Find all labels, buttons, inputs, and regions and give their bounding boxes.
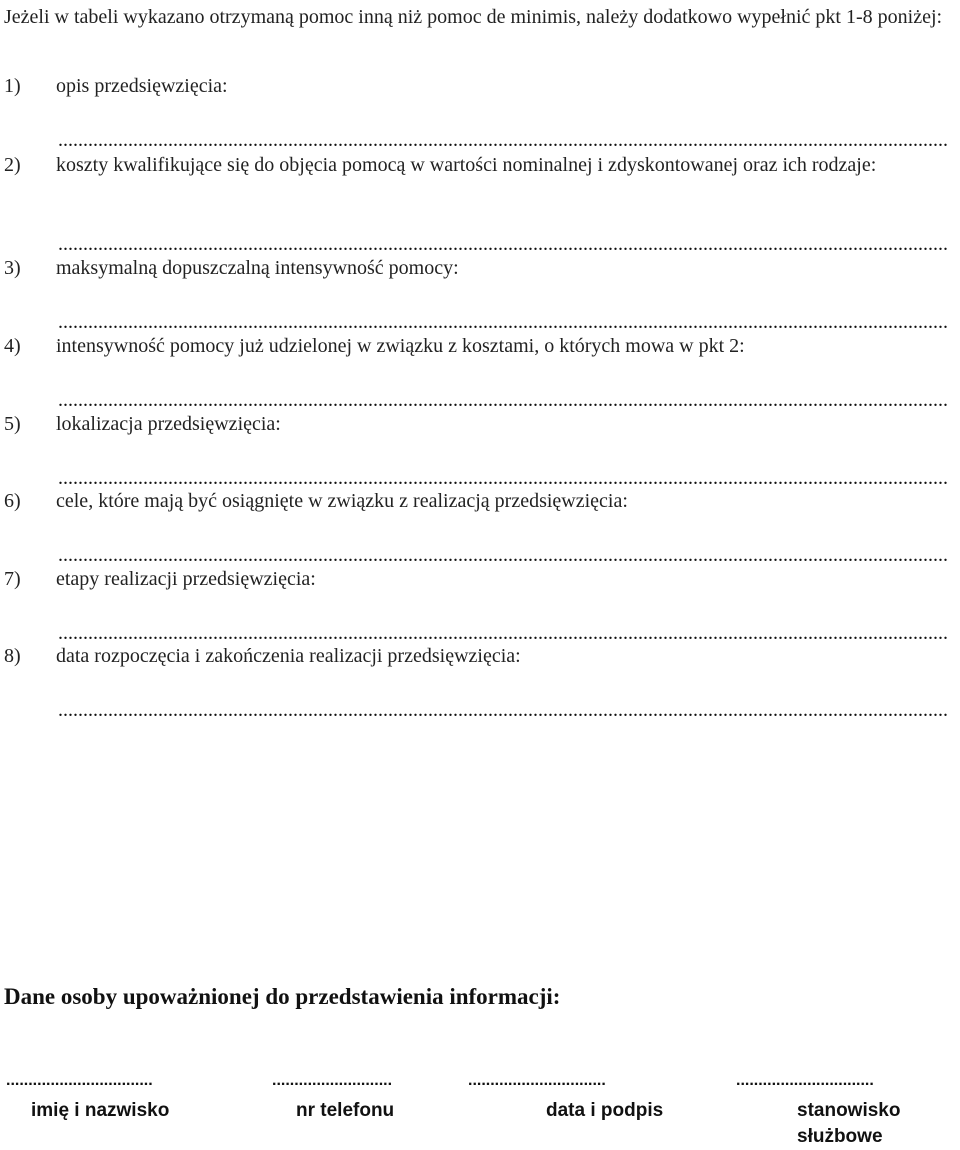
item-4-granted-intensity	[4, 331, 960, 362]
fill-line-7[interactable]: ..................................................................................................................................................................................	[58, 623, 948, 643]
fill-line-4[interactable]: ..................................................................................................................................................................................	[58, 390, 948, 410]
fill-line-5[interactable]: ..................................................................................................................................................................................	[58, 468, 948, 488]
fill-line-3[interactable]: ..................................................................................................................................................................................	[58, 312, 948, 332]
item-label: data rozpoczęcia i zakończenia realizacji przedsięwzięcia:	[56, 645, 521, 667]
position-fill-line[interactable]: ...............................	[736, 1072, 874, 1089]
fill-line-1[interactable]: ..................................................................................................................................................................................	[58, 130, 948, 150]
date-signature-fill-line[interactable]: ...............................	[468, 1072, 606, 1089]
item-5-location	[4, 409, 960, 440]
phone-label: nr telefonu	[296, 1100, 395, 1121]
phone-fill-line[interactable]: ...........................	[272, 1072, 393, 1089]
item-label: intensywność pomocy już udzielonej w związku z kosztami, o których mowa w pkt 2:	[56, 335, 745, 357]
name-label: imię i nazwisko	[31, 1100, 170, 1121]
item-7-stages	[4, 564, 960, 595]
item-number: 7)	[4, 568, 21, 590]
item-number: 5)	[4, 413, 21, 435]
item-label: koszty kwalifikujące się do objęcia pomocą w wartości nominalnej i zdyskontowanej oraz ich rodzaje:	[56, 154, 877, 176]
item-number: 6)	[4, 490, 21, 512]
item-label: opis przedsięwzięcia:	[56, 75, 228, 97]
item-2-eligible-costs	[4, 150, 960, 181]
item-3-max-intensity	[4, 253, 960, 284]
item-number: 2)	[4, 154, 21, 176]
item-8-dates	[4, 641, 960, 672]
item-number: 4)	[4, 335, 21, 357]
fill-line-8[interactable]: ..................................................................................................................................................................................	[58, 700, 948, 720]
name-fill-line[interactable]: .................................	[6, 1072, 153, 1089]
item-6-goals	[4, 486, 960, 517]
item-label: lokalizacja przedsięwzięcia:	[56, 413, 281, 435]
item-number: 1)	[4, 75, 21, 97]
item-label: maksymalną dopuszczalną intensywność pomocy:	[56, 257, 459, 279]
fill-line-6[interactable]: ..................................................................................................................................................................................	[58, 545, 948, 565]
position-label: stanowisko służbowe	[797, 1100, 901, 1147]
item-label: etapy realizacji przedsięwzięcia:	[56, 568, 316, 590]
intro-text: Jeżeli w tabeli wykazano otrzymaną pomoc inną niż pomoc de minimis, należy dodatkowo wypełnić pkt 1-8 poniżej:	[4, 6, 943, 28]
item-number: 3)	[4, 257, 21, 279]
date-signature-label: data i podpis	[546, 1100, 664, 1121]
contact-section-title: Dane osoby upoważnionej do przedstawienia informacji:	[4, 984, 561, 1009]
item-number: 8)	[4, 645, 21, 667]
fill-line-2[interactable]: ..................................................................................................................................................................................	[58, 234, 948, 254]
item-label: cele, które mają być osiągnięte w związku z realizacją przedsięwzięcia:	[56, 490, 628, 512]
item-1-description	[4, 71, 960, 102]
